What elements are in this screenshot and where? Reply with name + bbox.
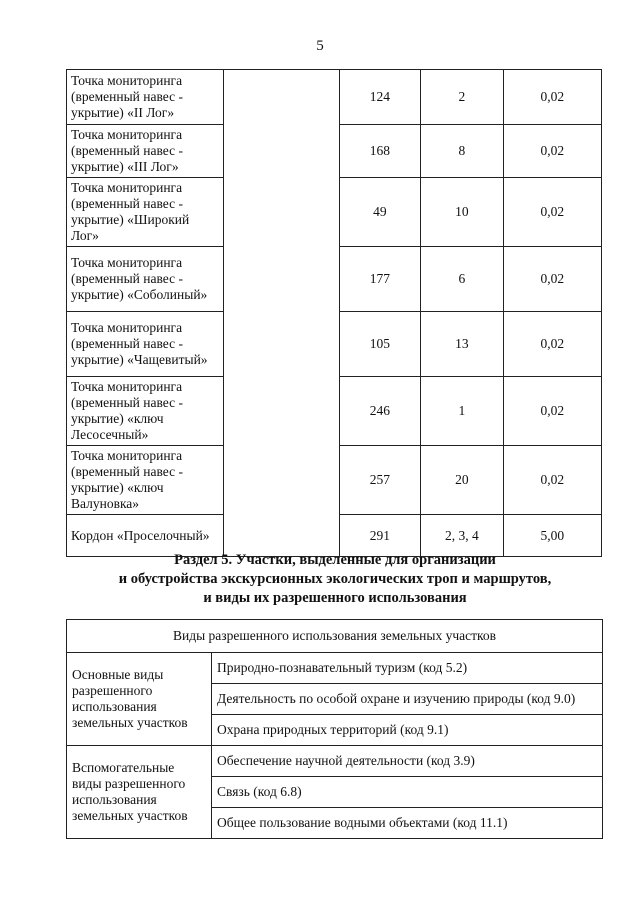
point-name: Точка мониторинга (временный навес - укрытие) «Чащевитый» <box>67 312 224 377</box>
cell-value: 1 <box>421 377 503 446</box>
point-name: Точка мониторинга (временный навес - укрытие) «ключ Валуновка» <box>67 446 224 515</box>
cell-value: 2 <box>421 70 503 125</box>
cell-value: 10 <box>421 178 503 247</box>
cell-value: 0,02 <box>503 125 601 178</box>
group-label: Вспомогательные виды разрешенного использования земельных участков <box>67 746 212 839</box>
cell-value: 177 <box>339 247 421 312</box>
point-name: Точка мониторинга (временный навес - укрытие) «II Лог» <box>67 70 224 125</box>
point-name: Кордон «Проселочный» <box>67 515 224 557</box>
use-item: Связь (код 6.8) <box>212 777 603 808</box>
use-item: Общее пользование водными объектами (код 11.1) <box>212 808 603 839</box>
table-header-row <box>67 620 603 653</box>
merged-empty-cell <box>223 70 339 557</box>
cell-value: 291 <box>339 515 421 557</box>
cell-value: 0,02 <box>503 178 601 247</box>
point-name: Точка мониторинга (временный навес - укрытие) «Соболиный» <box>67 247 224 312</box>
use-item: Природно-познавательный туризм (код 5.2) <box>212 653 603 684</box>
cell-value: 105 <box>339 312 421 377</box>
cell-value: 5,00 <box>503 515 601 557</box>
cell-value: 6 <box>421 247 503 312</box>
section-heading <box>70 551 600 608</box>
cell-value: 8 <box>421 125 503 178</box>
use-item: Охрана природных территорий (код 9.1) <box>212 715 603 746</box>
permitted-uses-table <box>66 619 603 839</box>
cell-value: 0,02 <box>503 377 601 446</box>
cell-value: 257 <box>339 446 421 515</box>
cell-value: 49 <box>339 178 421 247</box>
table-row <box>67 70 602 125</box>
point-name: Точка мониторинга (временный навес - укрытие) «III Лог» <box>67 125 224 178</box>
point-name: Точка мониторинга (временный навес - укрытие) «Широкий Лог» <box>67 178 224 247</box>
cell-value: 2, 3, 4 <box>421 515 503 557</box>
cell-value: 168 <box>339 125 421 178</box>
use-item: Обеспечение научной деятельности (код 3.9) <box>212 746 603 777</box>
cell-value: 0,02 <box>503 446 601 515</box>
table-header: Виды разрешенного использования земельных участков <box>67 620 603 653</box>
use-item: Деятельность по особой охране и изучению природы (код 9.0) <box>212 684 603 715</box>
group-label: Основные виды разрешенного использования земельных участков <box>67 653 212 746</box>
cell-value: 124 <box>339 70 421 125</box>
cell-value: 13 <box>421 312 503 377</box>
cell-value: 0,02 <box>503 70 601 125</box>
table-row <box>67 746 603 777</box>
cell-value: 246 <box>339 377 421 446</box>
cell-value: 0,02 <box>503 247 601 312</box>
point-name: Точка мониторинга (временный навес - укрытие) «ключ Лесосечный» <box>67 377 224 446</box>
cell-value: 0,02 <box>503 312 601 377</box>
monitoring-points-table <box>66 69 602 557</box>
cell-value: 20 <box>421 446 503 515</box>
table-row <box>67 653 603 684</box>
section-heading-line: Раздел 5. Участки, выделенные для организации <box>174 552 496 568</box>
page-number: 5 <box>316 38 324 54</box>
section-heading-line: и виды их разрешенного использования <box>203 590 467 606</box>
section-heading-line: и обустройства экскурсионных экологических троп и маршрутов, <box>118 571 552 587</box>
